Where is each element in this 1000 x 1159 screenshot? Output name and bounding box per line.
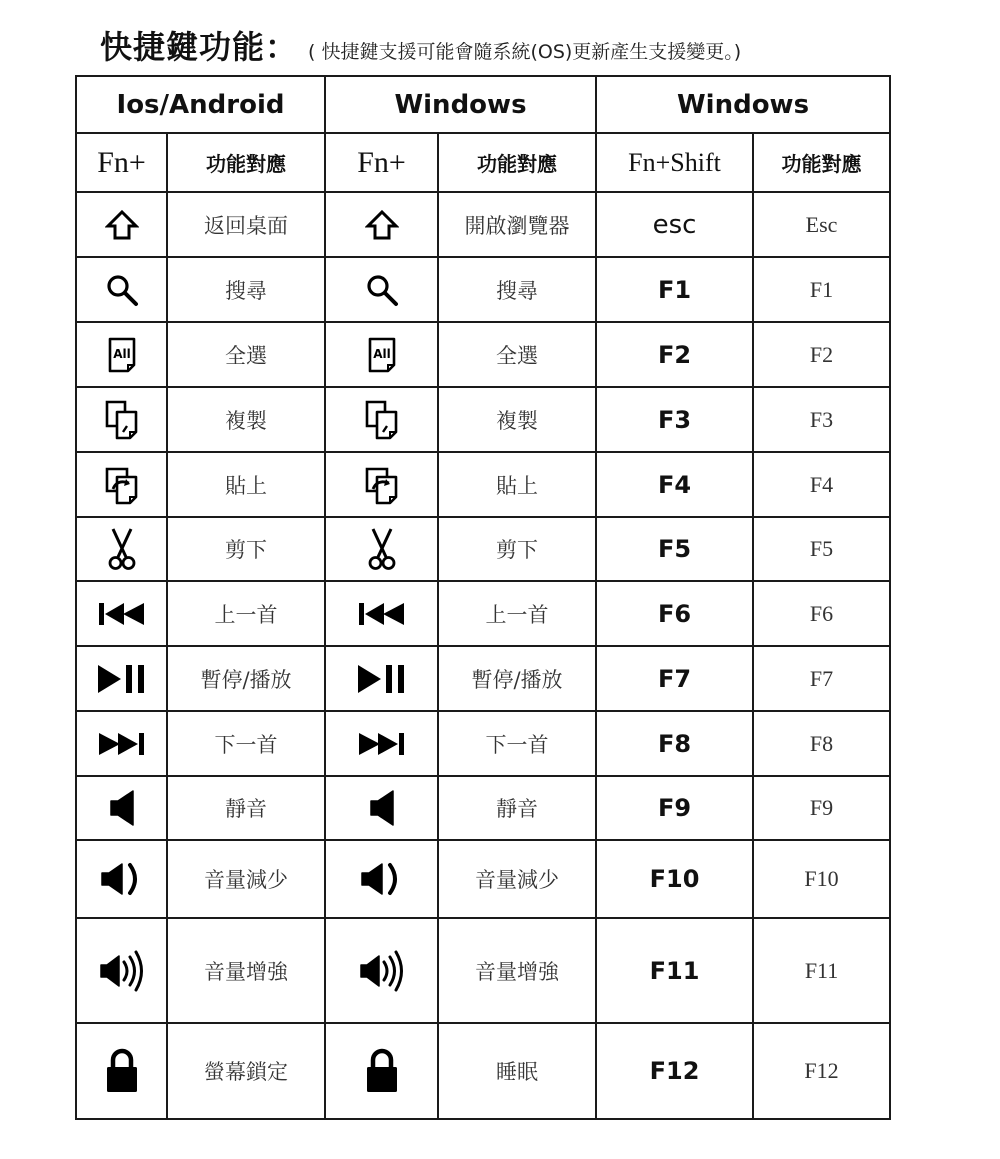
windows-function-label: 音量增強 (438, 918, 596, 1023)
select-all-icon (107, 337, 137, 373)
copy-icon (365, 400, 399, 440)
ios-function-label: 下一首 (167, 711, 325, 776)
windows-function-label: 上一首 (438, 581, 596, 646)
fn-key-cell (76, 646, 167, 711)
fn-key-cell (76, 1023, 167, 1119)
fn-key-cell (76, 517, 167, 581)
table-row (76, 646, 890, 711)
windows-function-label: 音量減少 (438, 840, 596, 918)
shift-function-label: F11 (753, 918, 890, 1023)
table-row (76, 387, 890, 452)
shift-key-label: F8 (596, 711, 753, 776)
table-row (76, 581, 890, 646)
title-main: 快捷鍵功能： (100, 28, 299, 66)
fn-key-cell (325, 517, 438, 581)
os-header-row (76, 76, 890, 133)
mute-icon (369, 790, 395, 826)
table-row (76, 840, 890, 918)
shift-key-label: F6 (596, 581, 753, 646)
ios-function-label: 上一首 (167, 581, 325, 646)
shift-key-label: F3 (596, 387, 753, 452)
shift-key-label: F9 (596, 776, 753, 840)
shift-function-label: F1 (753, 257, 890, 322)
column-header-function: 功能對應 (438, 133, 596, 192)
shift-function-label: F9 (753, 776, 890, 840)
ios-function-label: 剪下 (167, 517, 325, 581)
fn-key-cell (325, 918, 438, 1023)
lock-icon (105, 1048, 139, 1094)
play-pause-icon (97, 664, 147, 694)
ios-function-label: 複製 (167, 387, 325, 452)
ios-function-label: 螢幕鎖定 (167, 1023, 325, 1119)
shift-function-label: F5 (753, 517, 890, 581)
home-icon (365, 209, 399, 241)
shift-key-label: F1 (596, 257, 753, 322)
shift-function-label: F2 (753, 322, 890, 387)
shift-function-label: F10 (753, 840, 890, 918)
os-header-windows-shift: Windows (596, 76, 890, 133)
ios-function-label: 搜尋 (167, 257, 325, 322)
paste-icon (105, 465, 139, 505)
windows-function-label: 暫停/播放 (438, 646, 596, 711)
volume-up-icon (359, 950, 405, 992)
fn-key-cell (325, 711, 438, 776)
ios-function-label: 靜音 (167, 776, 325, 840)
ios-function-label: 全選 (167, 322, 325, 387)
shift-function-label: F8 (753, 711, 890, 776)
os-header-windows: Windows (325, 76, 596, 133)
svg-text:All: All (112, 346, 131, 361)
column-header-row (76, 133, 890, 192)
fn-key-cell (76, 711, 167, 776)
volume-down-icon (360, 861, 404, 897)
next-track-icon (358, 732, 406, 756)
column-header-function: 功能對應 (167, 133, 325, 192)
ios-function-label: 音量增強 (167, 918, 325, 1023)
shift-function-label: F7 (753, 646, 890, 711)
column-header-function: 功能對應 (753, 133, 890, 192)
ios-function-label: 返回桌面 (167, 192, 325, 257)
shift-key-label: F4 (596, 452, 753, 517)
windows-function-label: 複製 (438, 387, 596, 452)
windows-function-label: 剪下 (438, 517, 596, 581)
next-track-icon (98, 732, 146, 756)
os-header-ios-android: Ios/Android (76, 76, 325, 133)
shift-key-label: F7 (596, 646, 753, 711)
scissors-icon (367, 527, 397, 571)
windows-function-label: 下一首 (438, 711, 596, 776)
lock-icon (365, 1048, 399, 1094)
table-row (76, 192, 890, 257)
table-row (76, 257, 890, 322)
shortcut-table (75, 75, 891, 1120)
shift-function-label: Esc (753, 192, 890, 257)
home-icon (105, 209, 139, 241)
page-title (100, 22, 741, 70)
fn-key-cell (325, 776, 438, 840)
table-row (76, 452, 890, 517)
play-pause-icon (357, 664, 407, 694)
fn-key-cell (76, 387, 167, 452)
fn-key-cell (325, 646, 438, 711)
column-header-fn: Fn+ (325, 133, 438, 192)
shift-function-label: F12 (753, 1023, 890, 1119)
column-header-fn-shift: Fn+Shift (596, 133, 753, 192)
fn-key-cell (76, 918, 167, 1023)
shift-key-label: F2 (596, 322, 753, 387)
fn-key-cell (325, 452, 438, 517)
fn-key-cell (76, 192, 167, 257)
previous-track-icon (98, 602, 146, 626)
windows-function-label: 全選 (438, 322, 596, 387)
shift-function-label: F4 (753, 452, 890, 517)
volume-up-icon (99, 950, 145, 992)
column-header-fn: Fn+ (76, 133, 167, 192)
fn-key-cell (325, 1023, 438, 1119)
shift-key-label: F12 (596, 1023, 753, 1119)
svg-text:All: All (372, 346, 391, 361)
fn-key-cell (76, 452, 167, 517)
table-row (76, 1023, 890, 1119)
table-row (76, 711, 890, 776)
fn-key-cell (76, 776, 167, 840)
fn-key-cell (325, 192, 438, 257)
windows-function-label: 貼上 (438, 452, 596, 517)
scissors-icon (107, 527, 137, 571)
windows-function-label: 開啟瀏覽器 (438, 192, 596, 257)
fn-key-cell (325, 322, 438, 387)
search-icon (105, 273, 139, 307)
shift-key-label: esc (596, 192, 753, 257)
ios-function-label: 音量減少 (167, 840, 325, 918)
fn-key-cell (325, 581, 438, 646)
windows-function-label: 靜音 (438, 776, 596, 840)
shift-key-label: F10 (596, 840, 753, 918)
windows-function-label: 搜尋 (438, 257, 596, 322)
volume-down-icon (100, 861, 144, 897)
fn-key-cell (76, 257, 167, 322)
shift-key-label: F5 (596, 517, 753, 581)
shift-function-label: F6 (753, 581, 890, 646)
fn-key-cell (76, 322, 167, 387)
table-row (76, 776, 890, 840)
title-note: ( 快捷鍵支援可能會隨系統(OS)更新產生支援變更。) (308, 41, 742, 63)
ios-function-label: 暫停/播放 (167, 646, 325, 711)
table-row (76, 517, 890, 581)
previous-track-icon (358, 602, 406, 626)
fn-key-cell (325, 257, 438, 322)
table-row (76, 918, 890, 1023)
copy-icon (105, 400, 139, 440)
fn-key-cell (76, 581, 167, 646)
select-all-icon (367, 337, 397, 373)
paste-icon (365, 465, 399, 505)
search-icon (365, 273, 399, 307)
shift-function-label: F3 (753, 387, 890, 452)
mute-icon (109, 790, 135, 826)
ios-function-label: 貼上 (167, 452, 325, 517)
shift-key-label: F11 (596, 918, 753, 1023)
fn-key-cell (325, 387, 438, 452)
fn-key-cell (325, 840, 438, 918)
windows-function-label: 睡眠 (438, 1023, 596, 1119)
fn-key-cell (76, 840, 167, 918)
table-row (76, 322, 890, 387)
